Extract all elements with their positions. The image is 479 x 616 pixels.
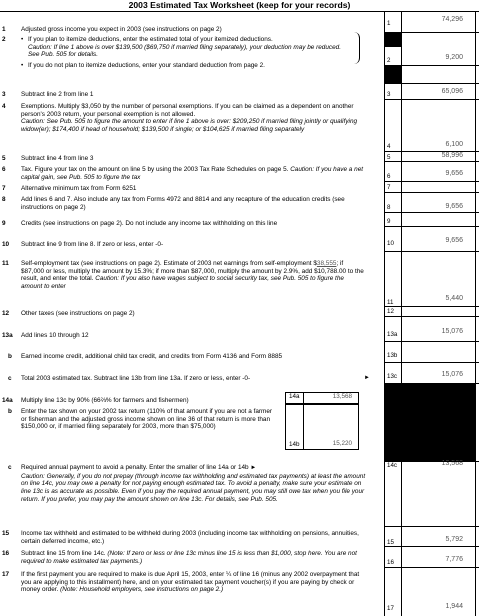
line-2-caution: Caution: If line 1 above is over $139,500 ($69,750 if married filing separately), your deduction may be reduced. See Pub. 505 for details. [28, 43, 341, 59]
line-1-ref: 1 [384, 20, 401, 27]
line-14a-ref: 14a [285, 392, 304, 404]
line-2-bullet1: If you plan to itemize deductions, enter the estimated total of your itemized deductions. [28, 36, 273, 43]
line-14c-amount: 13,568 [401, 460, 475, 467]
line-14a-amount: 13,568 [303, 392, 359, 404]
line-3-amount: 65,096 [401, 88, 475, 95]
line-1-label: Adjusted gross income you expect in 2003 (see instructions on page 2) [21, 26, 222, 33]
line-6-amount: 9,656 [401, 170, 475, 177]
shaded-cell [384, 383, 401, 461]
line-15-amount: 5,792 [401, 536, 475, 543]
line-10-amount: 9,656 [401, 237, 475, 244]
line-14b-ref: 14b [285, 404, 304, 450]
line-16-amount: 7,776 [401, 556, 475, 563]
line-5-amount: 58,996 [401, 152, 475, 159]
line-11-amount: 5,440 [401, 295, 475, 302]
line-8-amount: 9,656 [401, 203, 475, 210]
line-2-bullet2: If you do not plan to itemize deductions, enter your standard deduction from page 2. [28, 62, 265, 70]
line-4-amount: 6,100 [401, 141, 475, 148]
shaded-cell [401, 383, 475, 461]
line-13a-amount: 15,076 [401, 328, 475, 335]
line-13c-amount: 15,076 [401, 371, 475, 378]
line-1-amount: 74,296 [401, 16, 475, 23]
se-earnings-amount: 38,555 [316, 260, 337, 267]
line-2-amount: 9,200 [401, 54, 475, 61]
worksheet-title: 2003 Estimated Tax Worksheet (keep for your records) [0, 0, 479, 12]
line-17-amount: 1,944 [401, 603, 475, 610]
brace [351, 32, 360, 64]
line-14b-amount: 15,220 [303, 404, 359, 450]
shaded-cell [384, 65, 401, 83]
shaded-cell [384, 33, 401, 47]
